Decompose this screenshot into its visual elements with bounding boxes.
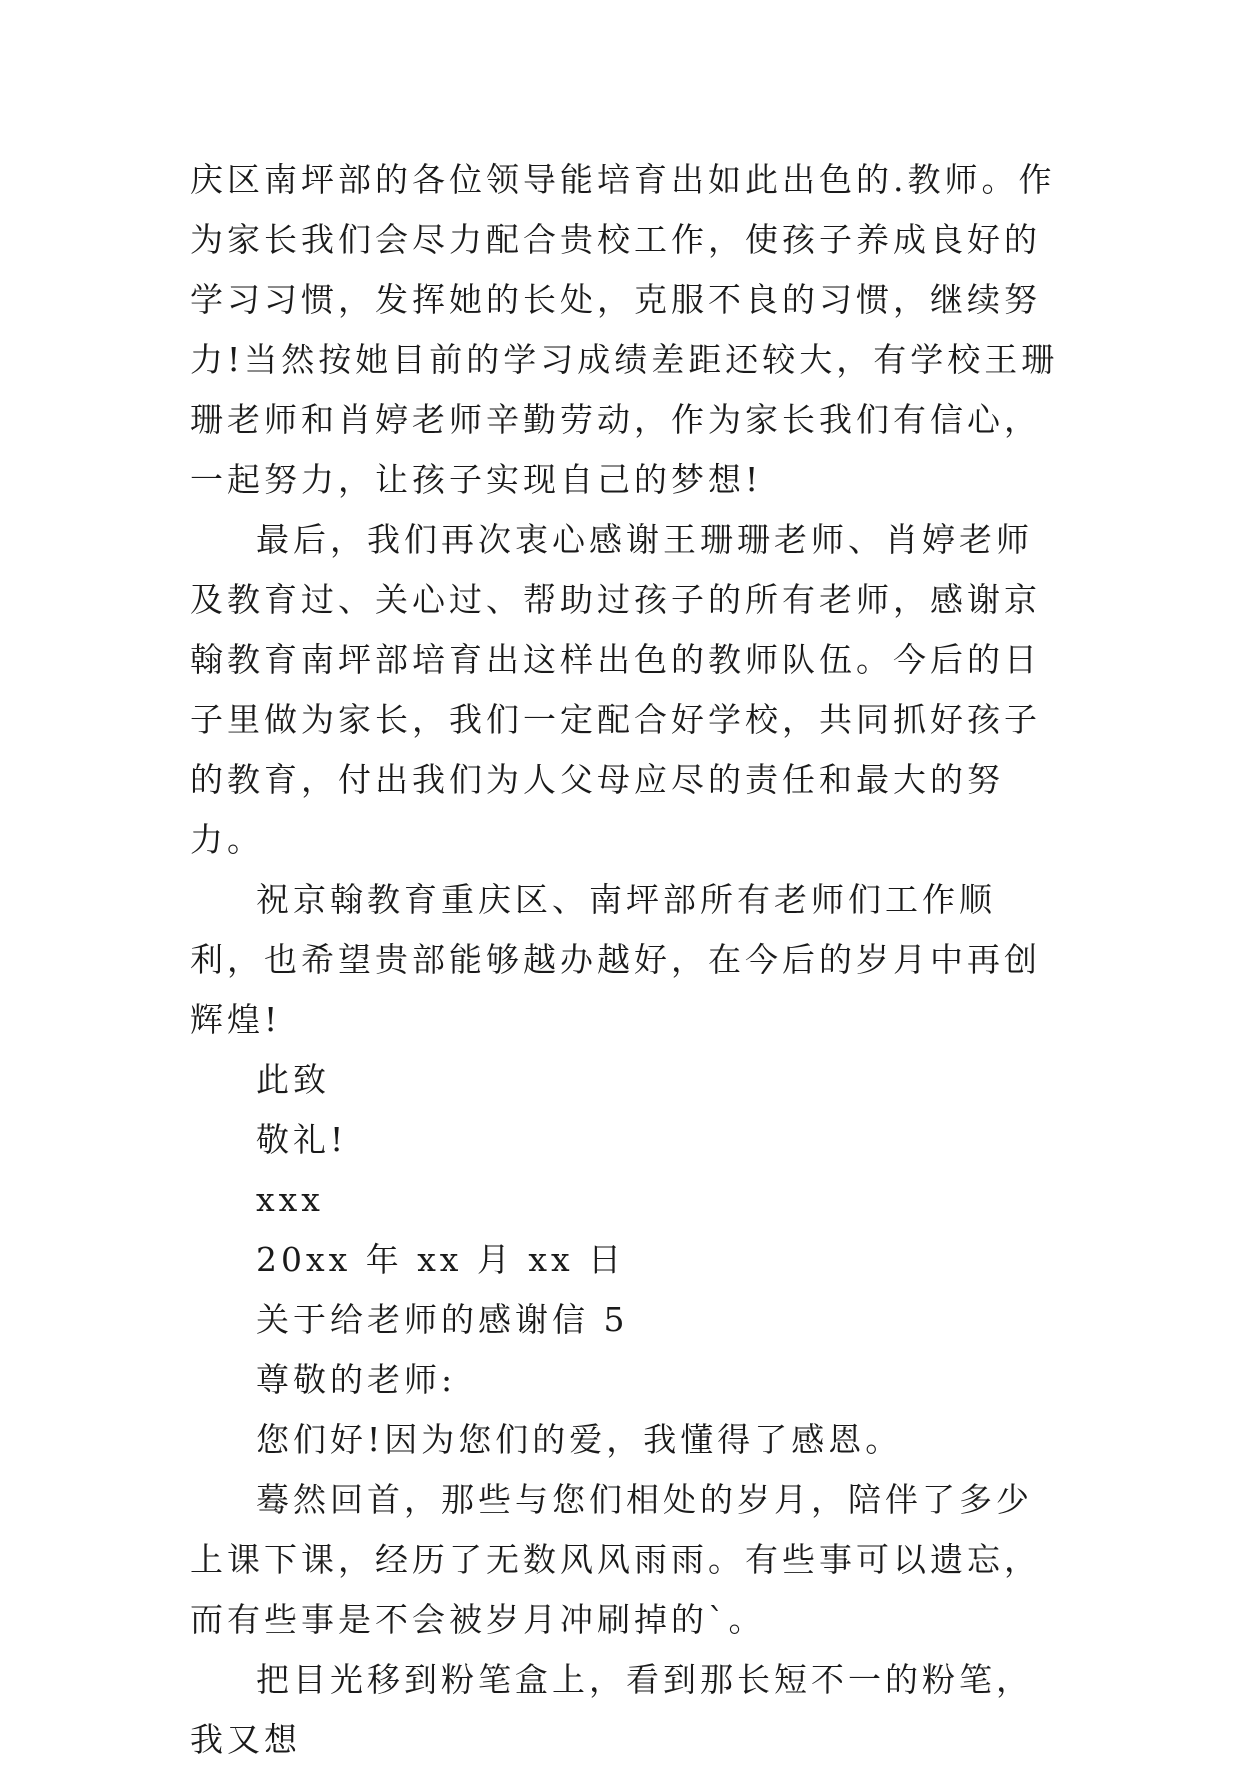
signature: xxx	[256, 1180, 324, 1219]
salute-line: 敬礼!	[256, 1120, 348, 1159]
opening-line: 您们好!因为您们的爱，我懂得了感恩。	[256, 1420, 903, 1459]
greeting: 尊敬的老师:	[256, 1360, 457, 1399]
paragraph-2: 最后，我们再次衷心感谢王珊珊老师、肖婷老师及教育过、关心过、帮助过孩子的所有老师，感谢京翰教育南坪部培育出这样出色的教师队伍。今后的日子里做为家长，我们一定配合好学校，共同抓好孩子的教育，付出我们为人父母应尽的责任和最大的努力。	[190, 520, 1041, 859]
paragraph-3: 祝京翰教育重庆区、南坪部所有老师们工作顺利，也希望贵部能够越办越好，在今后的岁月中再创辉煌!	[190, 880, 1041, 1039]
closing-line: 此致	[256, 1060, 330, 1099]
section-title: 关于给老师的感谢信 5	[256, 1300, 629, 1339]
paragraph-5: 把目光移到粉笔盒上，看到那长短不一的粉笔，我又想	[190, 1660, 1033, 1759]
paragraph-1: 庆区南坪部的各位领导能培育出如此出色的.教师。作为家长我们会尽力配合贵校工作，使孩子养成良好的学习习惯，发挥她的长处，克服不良的习惯，继续努力!当然按她目前的学习成绩差距还较大，有学校王珊珊老师和肖婷老师辛勤劳动，作为家长我们有信心，一起努力，让孩子实现自己的梦想!	[190, 160, 1059, 499]
document-body	[190, 150, 1060, 1770]
paragraph-4: 蓦然回首，那些与您们相处的岁月，陪伴了多少上课下课，经历了无数风风雨雨。有些事可以遗忘，而有些事是不会被岁月冲刷掉的`。	[190, 1480, 1041, 1639]
date-line: 20xx 年 xx 月 xx 日	[256, 1240, 626, 1279]
